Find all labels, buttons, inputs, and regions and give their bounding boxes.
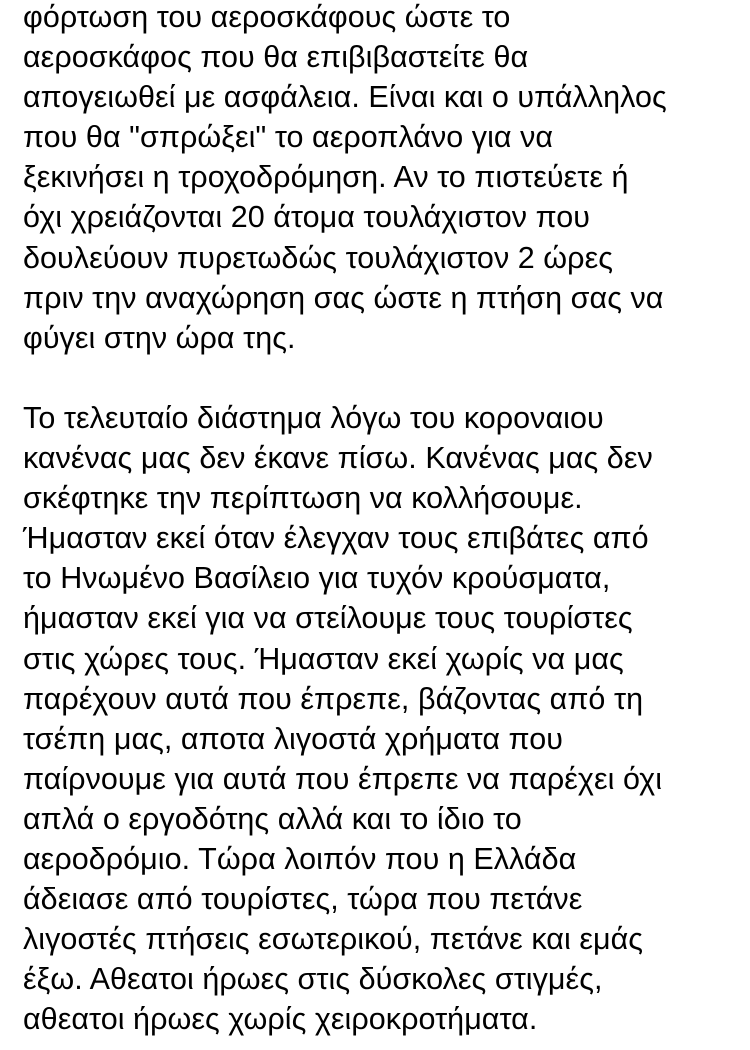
- text-line: δουλεύουν πυρετωδώς τουλάχιστον 2 ώρες: [23, 240, 613, 275]
- text-line: αθεατοι ήρωες χωρίς χειροκροτήματα.: [23, 1002, 538, 1037]
- text-line: κανένας μας δεν έκανε πίσω. Κανένας μας δεν: [23, 441, 653, 476]
- post-body: [23, 0, 738, 1039]
- text-line: ήμασταν εκεί για να στείλουμε τους τουρίστες: [23, 601, 633, 636]
- text-line: Το τελευταίο διάστημα λόγω του κοροναιου: [23, 400, 604, 435]
- text-line: λιγοστές πτήσεις εσωτερικού, πετάνε και εμάς: [23, 922, 644, 957]
- text-line: απλά ο εργοδότης αλλά και το ίδιο το: [23, 801, 522, 836]
- text-line: που θα "σπρώξει" το αεροπλάνο για να: [23, 120, 554, 155]
- text-line: στις χώρες τους. Ήμασταν εκεί χωρίς να μας: [23, 641, 624, 676]
- text-line: αεροδρόμιο. Τώρα λοιπόν που η Ελλάδα: [23, 841, 577, 876]
- text-line: ξεκινήσει η τροχοδρόμηση. Αν το πιστεύετε ή: [23, 160, 629, 195]
- paragraph-gap: [23, 358, 738, 398]
- text-line: σκέφτηκε την περίπτωση να κολλήσουμε.: [23, 481, 583, 516]
- text-line: πριν την αναχώρηση σας ώστε η πτήση σας να: [23, 280, 664, 315]
- text-line: παίρνουμε για αυτά που έπρεπε να παρέχει όχι: [23, 761, 663, 796]
- text-line: φόρτωση του αεροσκάφους ώστε το: [23, 0, 511, 34]
- text-line: φύγει στην ώρα της.: [23, 320, 296, 355]
- text-line: απογειωθεί με ασφάλεια. Είναι και ο υπάλληλος: [23, 80, 667, 115]
- text-line: παρέχουν αυτά που έπρεπε, βάζοντας από τη: [23, 681, 644, 716]
- text-line: Ήμασταν εκεί όταν έλεγχαν τους επιβάτες από: [23, 521, 649, 556]
- text-line: άδειασε από τουρίστες, τώρα που πετάνε: [23, 882, 583, 917]
- paragraph: [23, 0, 738, 358]
- paragraph: [23, 398, 738, 1040]
- text-line: αεροσκάφος που θα επιβιβαστείτε θα: [23, 40, 529, 75]
- text-line: τσέπη μας, αποτα λιγοστά χρήματα που: [23, 721, 563, 756]
- text-line: το Ηνωμένο Βασίλειο για τυχόν κρούσματα,: [23, 561, 611, 596]
- text-line: όχι χρειάζονται 20 άτομα τουλάχιστον που: [23, 200, 591, 235]
- text-line: έξω. Αθεατοι ήρωες στις δύσκολες στιγμές,: [23, 962, 603, 997]
